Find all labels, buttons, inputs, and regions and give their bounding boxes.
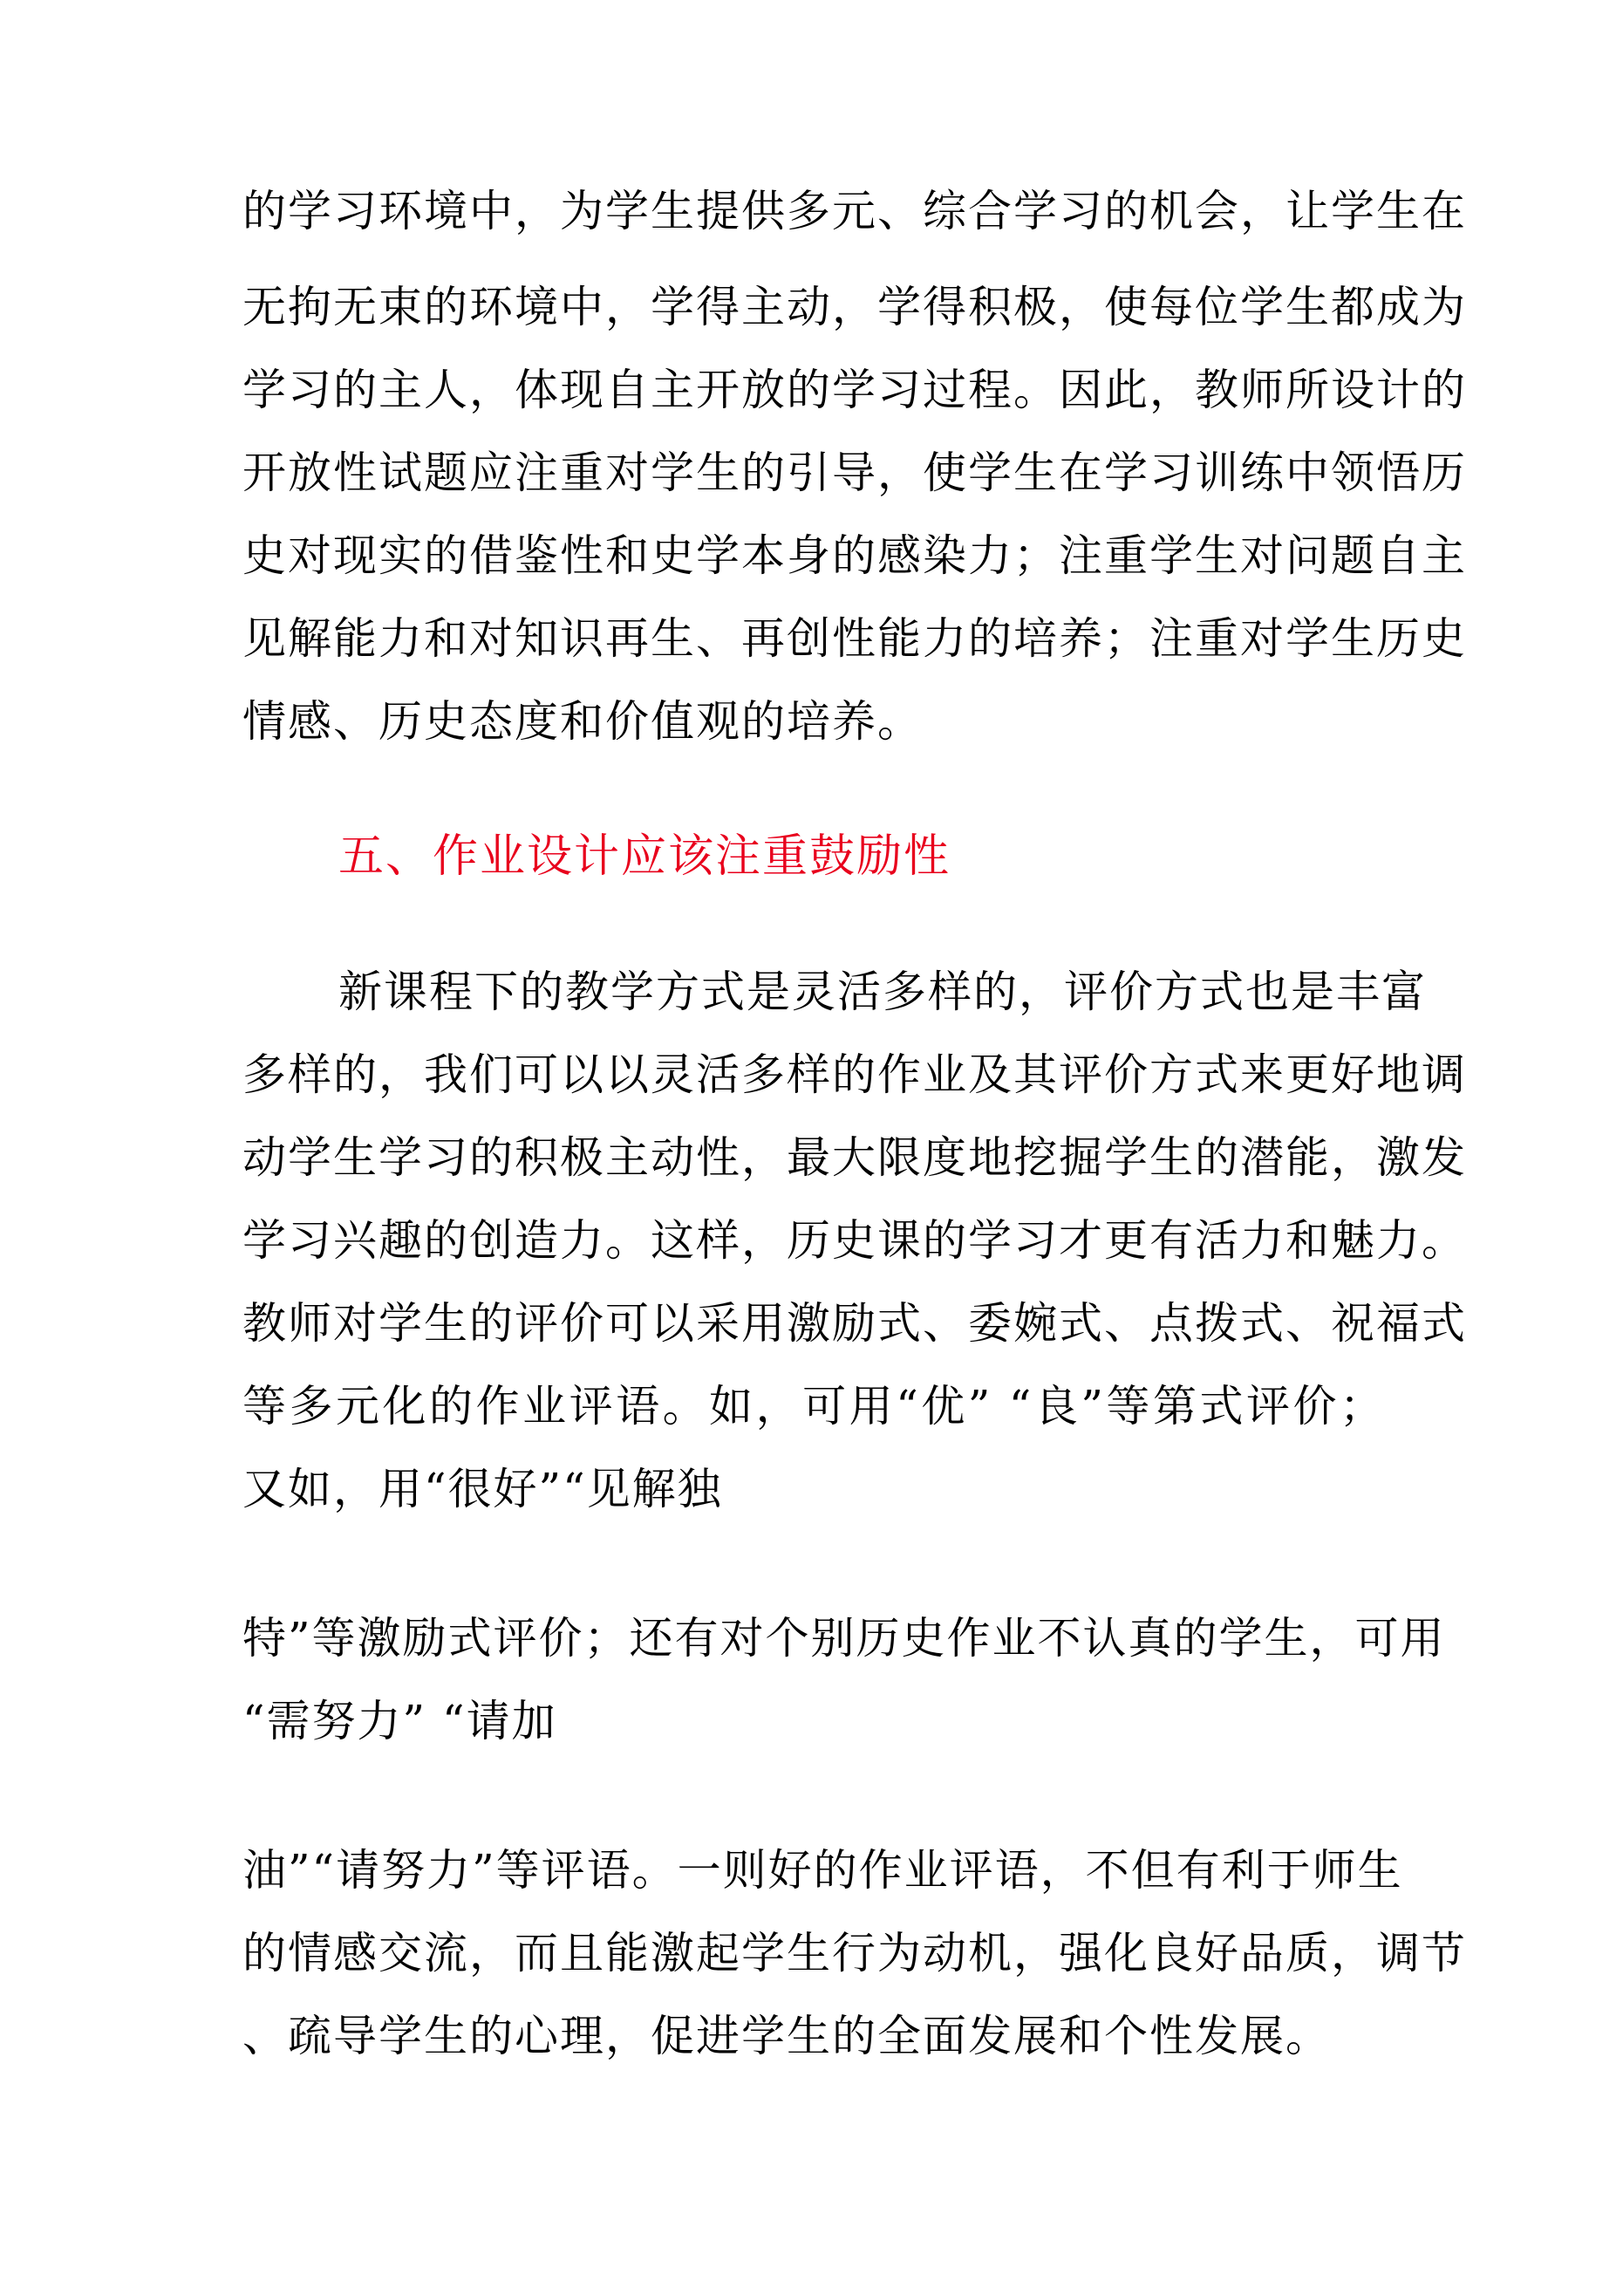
paragraph-line: 学习兴趣的创造力。这样，历史课的学习才更有活力和魅力。 bbox=[242, 1215, 1467, 1266]
paragraph-line: 开放性试题应注重对学生的引导，使学生在学习训练中领悟历 bbox=[242, 448, 1467, 498]
paragraph-line: 、疏导学生的心理，促进学生的全面发展和个性发展。 bbox=[242, 2011, 1331, 2061]
paragraph-line: 学习的主人，体现自主开放的学习过程。因此，教师所设计的 bbox=[242, 365, 1467, 415]
paragraph-line: 等多元化的作业评语。如，可用“优” “良”等第式评价； bbox=[242, 1381, 1385, 1432]
paragraph-line: 新课程下的教学方式是灵活多样的，评价方式也是丰富 bbox=[338, 967, 1427, 1017]
paragraph-line: 多样的，我们可以以灵活多样的作业及其评价方式来更好地调 bbox=[242, 1049, 1467, 1100]
paragraph-line: “需努力” “请加 bbox=[242, 1696, 557, 1746]
paragraph-line: 见解能力和对知识再生、再创性能力的培养；注重对学生历史 bbox=[242, 613, 1467, 664]
paragraph-line: 情感、历史态度和价值观的培养。 bbox=[242, 696, 923, 747]
paragraph-line: 特”等激励式评价；还有对个别历史作业不认真的学生，可用 bbox=[242, 1613, 1446, 1664]
paragraph-line: 油”“请努力”等评语。一则好的作业评语，不但有利于师生 bbox=[242, 1845, 1403, 1896]
paragraph-line: 动学生学习的积极主动性，最大限度地挖掘学生的潜能，激发 bbox=[242, 1132, 1467, 1183]
paragraph-line: 又如，用“很好”“见解独 bbox=[242, 1464, 723, 1514]
paragraph-line: 的学习环境中，为学生提供多元、综合学习的机会，让学生在 bbox=[242, 186, 1467, 236]
paragraph-line: 教师对学生的评价可以采用激励式、委婉式、点拨式、祝福式 bbox=[242, 1298, 1467, 1349]
paragraph-line: 无拘无束的环境中，学得主动，学得积极，使每位学生都成为 bbox=[242, 282, 1467, 332]
section-heading: 五、作业设计应该注重鼓励性 bbox=[338, 830, 951, 883]
paragraph-line: 史对现实的借鉴性和史学本身的感染力；注重学生对问题自主 bbox=[242, 530, 1467, 581]
paragraph-line: 的情感交流，而且能激起学生行为动机，强化良好品质，调节 bbox=[242, 1928, 1467, 1978]
